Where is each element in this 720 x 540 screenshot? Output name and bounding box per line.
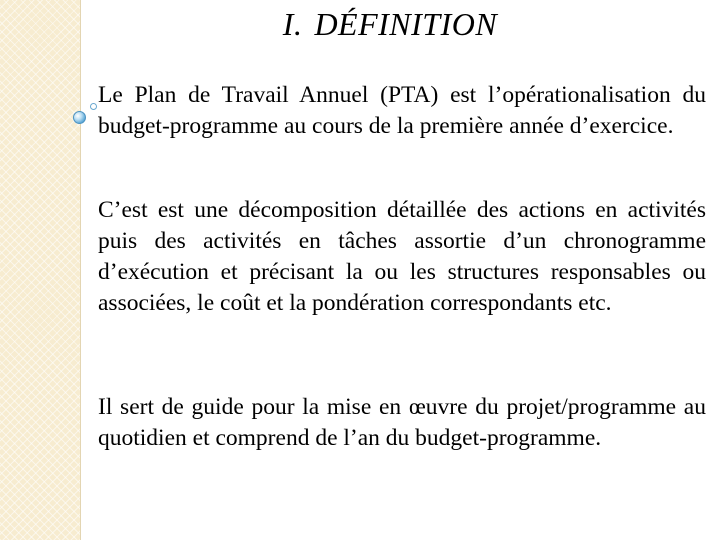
bubble-bullet-icon	[73, 111, 86, 124]
title-text: DÉFINITION	[314, 6, 498, 42]
small-bubble-icon	[90, 103, 97, 110]
side-panel-divider	[80, 0, 81, 540]
slide-title	[240, 6, 540, 43]
decomposition-paragraph: C’est est une décomposition détaillée des actions en activités puis des activités en tâches assortie d’un chronogramme d’exécution et précisant la ou les structures responsables ou associées, le coût et la pondération correspondants etc.	[98, 197, 706, 316]
title-number: I.	[282, 6, 303, 42]
decorative-side-panel	[0, 0, 80, 540]
purpose-paragraph: Il sert de guide pour la mise en œuvre du projet/programme au quotidien et comprend de l’an du budget-programme.	[98, 394, 706, 451]
definition-paragraph: Le Plan de Travail Annuel (PTA) est l’opérationalisation du budget-programme au cours de la première année d’exercice.	[98, 82, 706, 139]
